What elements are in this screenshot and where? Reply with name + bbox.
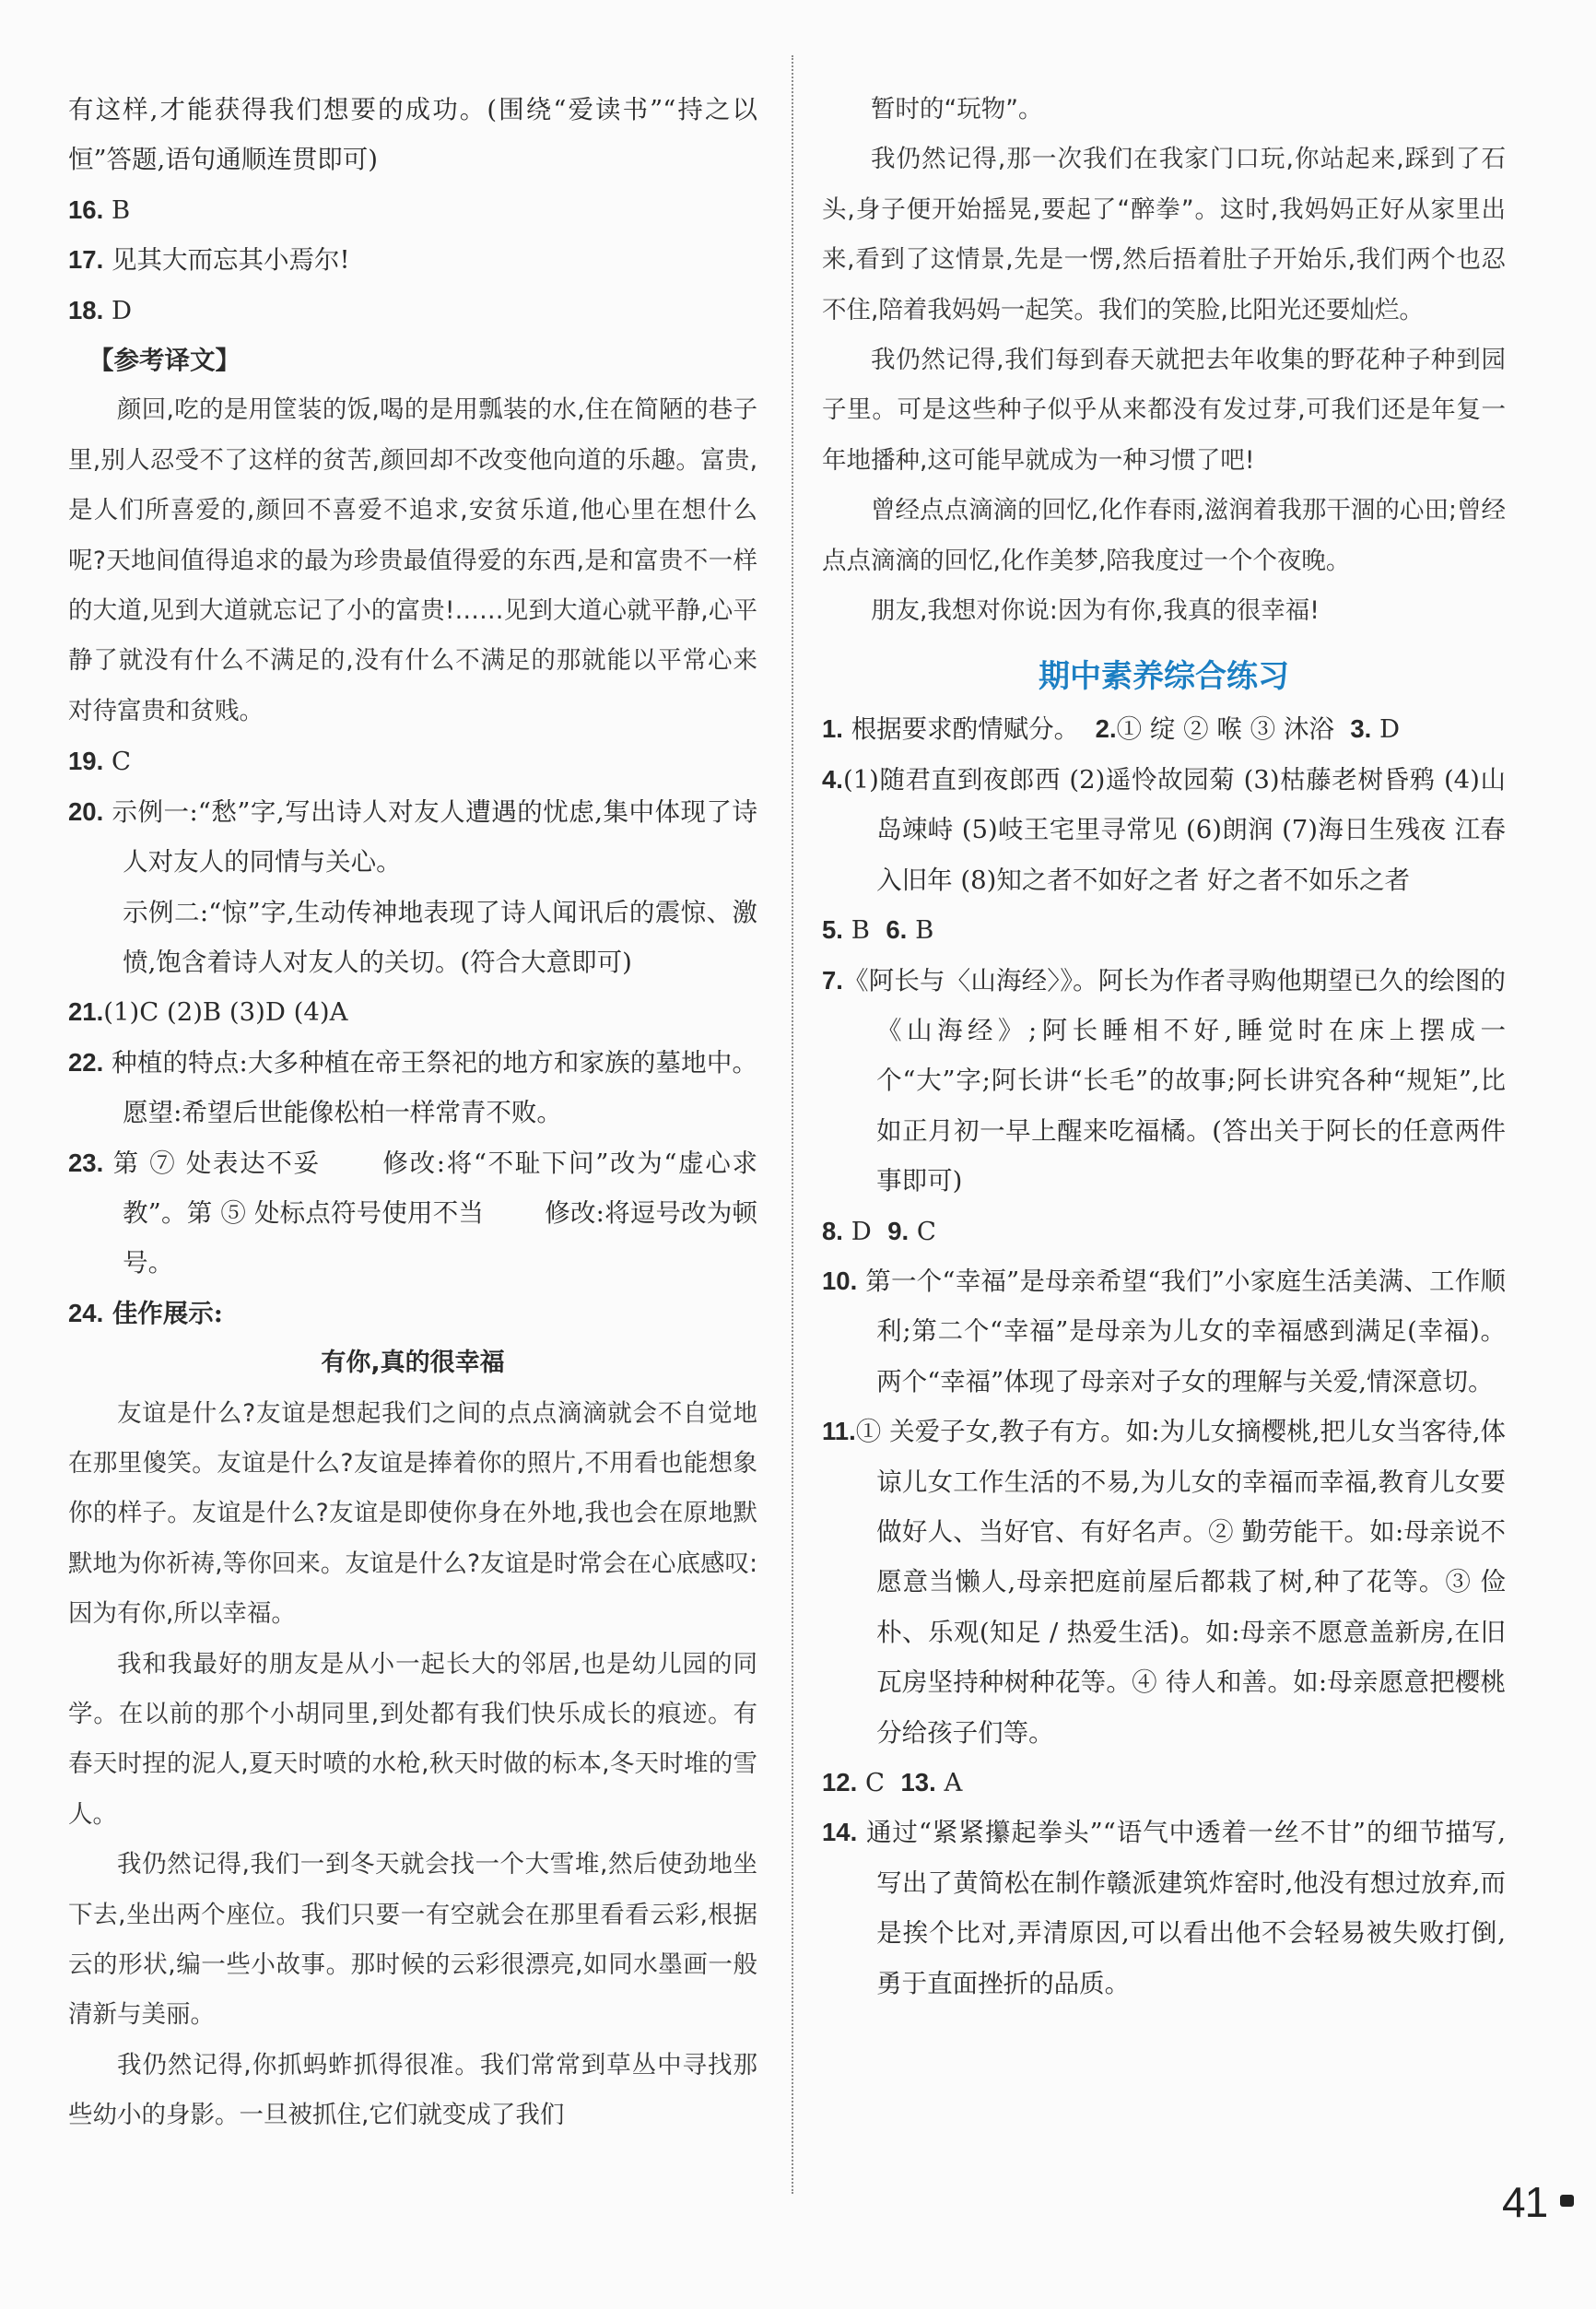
answer-15-tail: 有这样,才能获得我们想要的成功。(围绕“爱读书”“持之以恒”答题,语句通顺连贯即可) <box>68 95 757 175</box>
answer-22: 22. 种植的特点:大多种植在帝王祭祀的地方和家族的墓地中。愿望:希望后世能像松柏一样常青不败。 <box>68 1047 757 1128</box>
answer-20-example-2: 示例二:“惊”字,生动传神地表现了诗人闻讯后的震惊、激愤,饱含着诗人对友人的关切。(符合大意即可) <box>123 897 757 977</box>
answers-8-9: 8. D 9. C <box>822 1216 936 1246</box>
essay-paragraph: 友谊是什么?友谊是想起我们之间的点点滴滴就会不自觉地在那里傻笑。友谊是什么?友谊是捧着你的照片,不用看也能想象你的样子。友谊是什么?友谊是即使你身在外地,我也会在原地默默地为你祈祷,等你回来。友谊是什么?友谊是时常会在心底感叹:因为有你,所以幸福。 <box>68 1398 757 1629</box>
answer-16: 16. B <box>68 194 131 225</box>
left-column <box>68 85 757 2141</box>
answers-12-13: 12. C 13. A <box>822 1768 963 1797</box>
essay-paragraph: 我仍然记得,那一次我们在我家门口玩,你站起来,踩到了石头,身子便开始摇晃,要起了“醉拳”。这时,我妈妈正好从家里出来,看到了这情景,先是一愣,然后捂着肚子开始乐,我们两个也忍不住,陪着我妈妈一起笑。我们的笑脸,比阳光还要灿烂。 <box>822 145 1506 324</box>
essay-paragraph: 朋友,我想对你说:因为有你,我真的很幸福! <box>871 596 1320 626</box>
page-number: 41 <box>1502 2178 1548 2226</box>
answer-4: 4.(1)随君直到夜郎西 (2)遥怜故园菊 (3)枯藤老树昏鸦 (4)山岛竦峙 (5)岐王宅里寻常见 (6)朗润 (7)海日生残夜 江春入旧年 (8)知之者不如好之者 好之者不如乐之者 <box>822 764 1506 895</box>
answer-23: 23. 第 ⑦ 处表达不妥 修改:将“不耻下问”改为“虚心求教”。第 ⑤ 处标点符号使用不当 修改:将逗号改为顿号。 <box>68 1148 758 1278</box>
answer-19: 19. C <box>68 747 132 777</box>
essay-paragraph: 暂时的“玩物”。 <box>871 95 1043 124</box>
section-title: 期中素养综合练习 <box>1039 658 1289 696</box>
answer-20: 20. 示例一:“愁”字,写出诗人对友人遭遇的忧虑,集中体现了诗人对友人的同情与关心。 <box>68 796 757 878</box>
answer-21: 21.(1)C (2)B (3)D (4)A <box>68 997 348 1028</box>
right-column <box>822 85 1506 2009</box>
essay-paragraph: 我仍然记得,我们每到春天就把去年收集的野花种子种到园子里。可是这些种子似乎从来都没有发过芽,可我们还是年复一年地播种,这可能早就成为一种习惯了吧! <box>822 346 1506 475</box>
reference-translation-label: 【参考译文】 <box>88 346 241 376</box>
answer-10: 10. 第一个“幸福”是母亲希望“我们”小家庭生活美满、工作顺利;第二个“幸福”是母亲为儿女的幸福感到满足(幸福)。两个“幸福”体现了母亲对子女的理解与关爱,情深意切。 <box>822 1266 1507 1396</box>
answer-18: 18. D <box>68 295 133 325</box>
answer-14: 14. 通过“紧紧攥起拳头”“语气中透着一丝不甘”的细节描写,写出了黄简松在制作赣派建筑炸窑时,他没有想过放弃,而是挨个比对,弄清原因,可以看出他不会轻易被失败打倒,勇于直面挫折的品质。 <box>822 1818 1506 1998</box>
answers-5-6: 5. B 6. B <box>822 915 934 946</box>
column-divider <box>792 55 793 2194</box>
essay-paragraph: 我仍然记得,我们一到冬天就会找一个大雪堆,然后使劲地坐下去,坐出两个座位。我们只要一有空就会在那里看看云彩,根据云的形状,编一些小故事。那时候的云彩很漂亮,如同水墨画一般清新与美丽。 <box>68 1850 757 2030</box>
essay-paragraph: 我和我最好的朋友是从小一起长大的邻居,也是幼儿园的同学。在以前的那个小胡同里,到处都有我们快乐成长的痕迹。有春天时捏的泥人,夏天时喷的水枪,秋天时做的标本,冬天时堆的雪人。 <box>68 1649 757 1829</box>
essay-title: 有你,真的很幸福 <box>321 1349 505 1378</box>
answer-7: 7.《阿长与〈山海经〉》。阿长为作者寻购他期望已久的绘图的《山海经》;阿长睡相不好,睡觉时在床上摆成一个“大”字;阿长讲“长毛”的故事;阿长讲究各种“规矩”,比如正月初一早上醒来吃福橘。(答出关于阿长的任意两件事即可) <box>822 965 1506 1196</box>
essay-paragraph: 我仍然记得,你抓蚂蚱抓得很准。我们常常到草丛中寻找那些幼小的身影。一旦被抓住,它们就变成了我们 <box>68 2050 757 2130</box>
reference-translation: 颜回,吃的是用筐装的饭,喝的是用瓢装的水,住在简陋的巷子里,别人忍受不了这样的贫苦,颜回却不改变他向道的乐趣。富贵,是人们所喜爱的,颜回不喜爱不追求,安贫乐道,他心里在想什么呢?天地间值得追求的最为珍贵最值得爱的东西,是和富贵不一样的大道,见到大道就忘记了小的富贵!……见到大道心就平静,心平静了就没有什么不满足的,没有什么不满足的那就能以平常心来对待富贵和贫贱。 <box>68 395 757 725</box>
answer-24: 24. 佳作展示: <box>68 1298 223 1328</box>
answer-17: 17. 见其大而忘其小焉尔! <box>68 245 350 276</box>
essay-paragraph: 曾经点点滴滴的回忆,化作春雨,滋润着我那干涸的心田;曾经点点滴滴的回忆,化作美梦,陪我度过一个个夜晚。 <box>822 496 1506 575</box>
answers-1-3: 1. 根据要求酌情赋分。 2.① 绽 ② 喉 ③ 沐浴 3. D <box>822 714 1401 745</box>
answer-11: 11.① 关爱子女,教子有方。如:为儿女摘樱桃,把儿女当客待,体谅儿女工作生活的不易,为儿女的幸福而幸福,教育儿女要做好人、当好官、有好名声。② 勤劳能干。如:母亲说不愿意当懒人,母亲把庭前屋后都栽了树,种了花等。③ 俭朴、乐观(知足 / 热爱生活)。如:母亲不愿意盖新房,在旧瓦房坚持种树种花等。④ 待人和善。如:母亲愿意把樱桃分给孩子们等。 <box>822 1417 1506 1748</box>
page-number-marker <box>1560 2195 1574 2207</box>
